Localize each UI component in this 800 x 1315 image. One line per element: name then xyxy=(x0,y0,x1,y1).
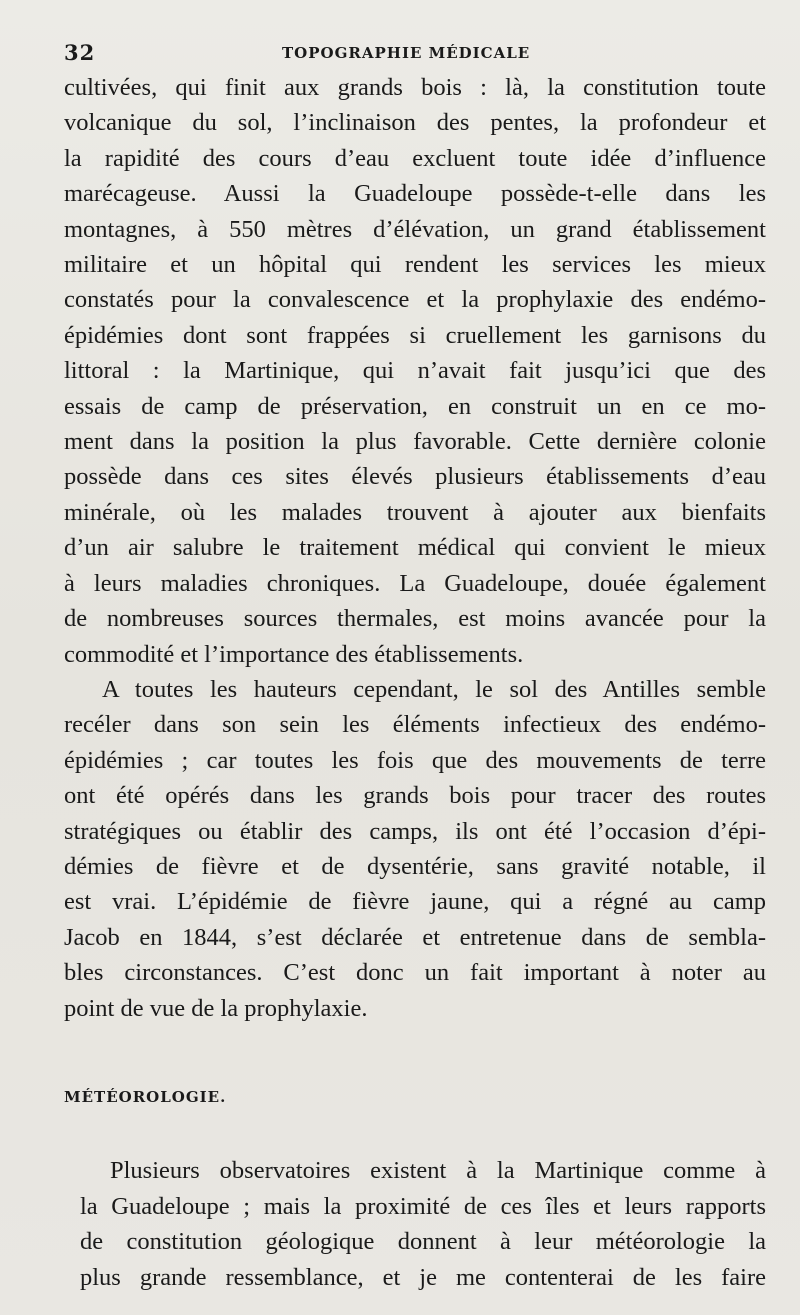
text-line: ment dans la position la plus favorable. Cette dernière colonie xyxy=(64,428,766,456)
text-line: minérale, où les malades trouvent à ajouter aux bienfaits xyxy=(64,498,766,526)
text-line: essais de camp de préservation, en construit un en ce mo- xyxy=(64,392,766,420)
text-line: ont été opérés dans les grands bois pour tracer des routes xyxy=(64,782,766,810)
text-line: cultivées, qui finit aux grands bois : là, la constitution toute xyxy=(64,74,766,101)
text-line: Jacob en 1844, s’est déclarée et entretenue dans de sembla- xyxy=(64,923,766,951)
text-line: constatés pour la convalescence et la prophylaxie des endémo- xyxy=(64,286,766,314)
text-line: bles circonstances. C’est donc un fait important à noter au xyxy=(64,959,766,987)
text-line: Plusieurs observatoires existent à la Martinique comme à xyxy=(110,1157,766,1185)
running-head xyxy=(64,36,766,70)
text-line: point de vue de la prophylaxie. xyxy=(64,994,368,1022)
text-line: épidémies ; car toutes les fois que des mouvements de terre xyxy=(64,746,766,774)
paragraph-antilles xyxy=(64,672,766,1026)
text-line: stratégiques ou établir des camps, ils ont été l’occasion d’épi- xyxy=(64,817,766,845)
text-line: plus grande ressemblance, et je me contenterai de les faire xyxy=(80,1263,766,1291)
body-text xyxy=(64,70,766,1295)
text-line: démies de fièvre et de dysentérie, sans gravité notable, il xyxy=(64,852,766,880)
text-line: volcanique du sol, l’inclinaison des pentes, la profondeur et xyxy=(64,109,766,137)
text-line: à leurs maladies chroniques. La Guadeloupe, douée également xyxy=(64,569,766,597)
text-line: recéler dans son sein les éléments infectieux des endémo- xyxy=(64,711,766,739)
running-title: TOPOGRAPHIE MÉDICALE xyxy=(282,44,531,62)
text-line: possède dans ces sites élevés plusieurs établissements d’eau xyxy=(64,463,766,491)
text-line: montagnes, à 550 mètres d’élévation, un grand établissement xyxy=(64,215,766,243)
text-line: militaire et un hôpital qui rendent les services les mieux xyxy=(64,251,766,279)
text-line: commodité et l’importance des établissements. xyxy=(64,640,524,668)
text-line: la rapidité des cours d’eau excluent toute idée d’influence xyxy=(64,144,766,172)
text-line: de nombreuses sources thermales, est moins avancée pour la xyxy=(64,605,766,633)
text-line: A toutes les hauteurs cependant, le sol des Antilles semble xyxy=(102,675,766,703)
text-line: littoral : la Martinique, qui n’avait fait jusqu’ici que des xyxy=(64,357,766,385)
paragraph-meteorologie xyxy=(64,1153,766,1295)
text-line: est vrai. L’épidémie de fièvre jaune, qui a régné au camp xyxy=(64,888,766,916)
text-line: épidémies dont sont frappées si cruellement les garnisons du xyxy=(64,321,766,349)
page-number: 32 xyxy=(64,40,96,65)
text-line: la Guadeloupe ; mais la proximité de ces îles et leurs rapports xyxy=(80,1192,766,1220)
text-line: de constitution géologique donnent à leur météorologie la xyxy=(80,1228,766,1256)
section-heading: MÉTÉOROLOGIE. xyxy=(64,1087,227,1106)
text-line: marécageuse. Aussi la Guadeloupe possède-t-elle dans les xyxy=(64,180,766,208)
text-line: d’un air salubre le traitement médical qui convient le mieux xyxy=(64,534,766,562)
paragraph-continued xyxy=(64,70,766,672)
